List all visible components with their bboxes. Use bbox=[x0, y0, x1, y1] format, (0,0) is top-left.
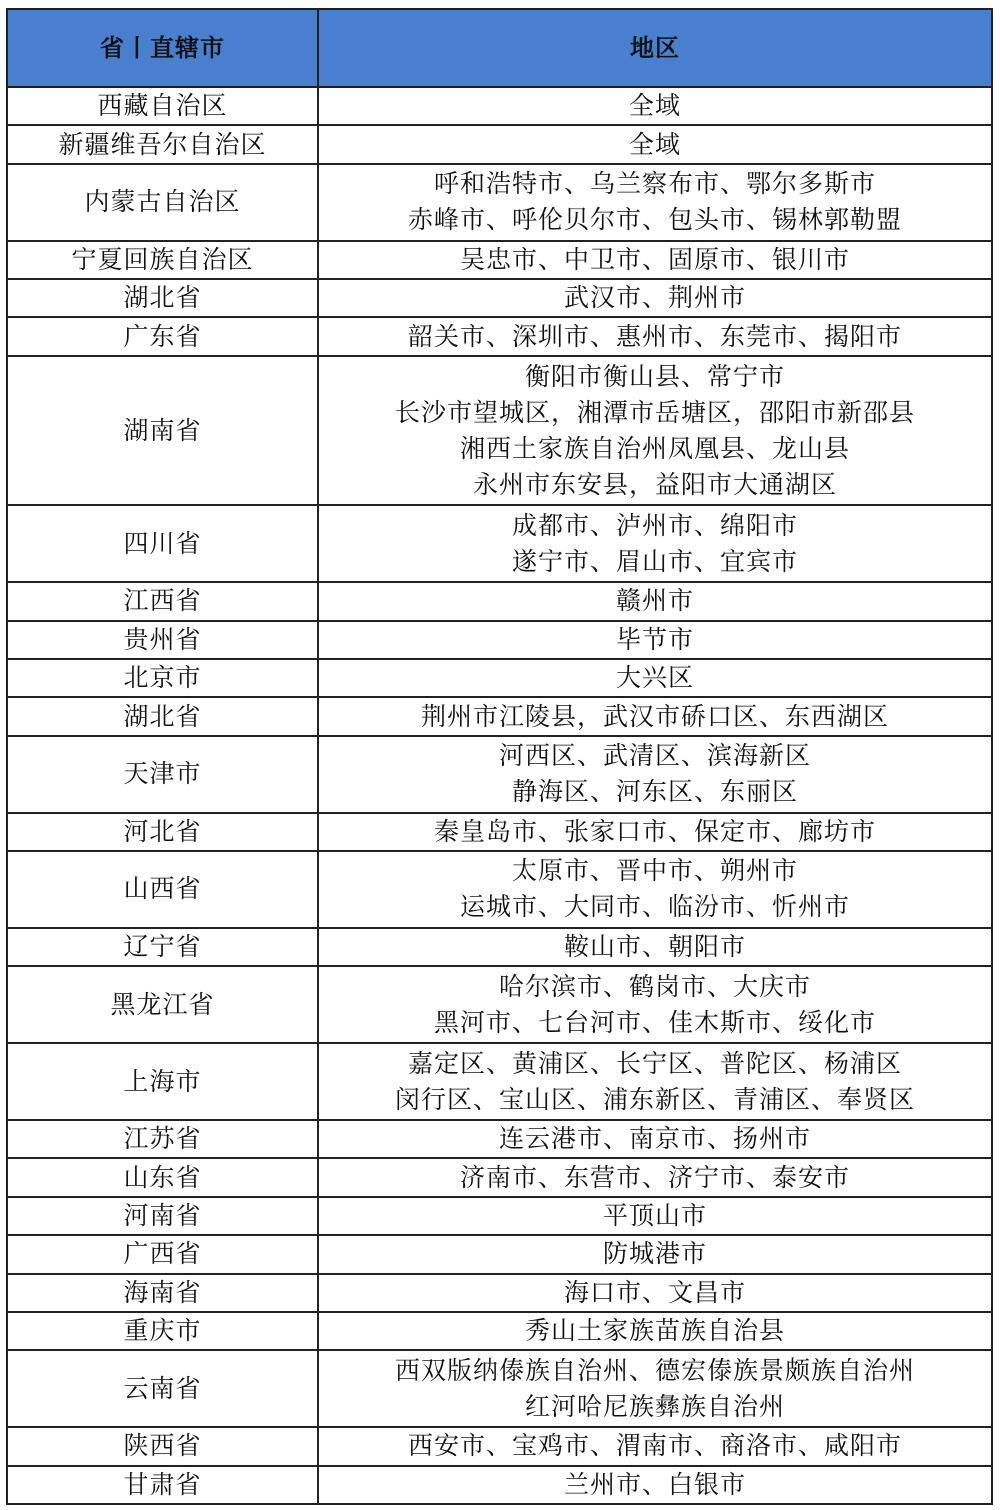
region-line: 呼和浩特市、乌兰察布市、鄂尔多斯市 bbox=[433, 169, 876, 199]
table-row bbox=[7, 1158, 992, 1196]
region-line: 赣州市 bbox=[615, 586, 694, 616]
table-row bbox=[7, 1274, 992, 1312]
region-line: 永州市东安县，益阳市大通湖区 bbox=[472, 469, 837, 499]
region-line: 吴忠市、中卫市、固原市、银川市 bbox=[459, 244, 850, 274]
region-line: 西双版纳傣族自治州、德宏傣族景颇族自治州 bbox=[394, 1355, 915, 1385]
table-row bbox=[7, 659, 992, 697]
region-cell bbox=[318, 1158, 992, 1196]
region-cell bbox=[318, 356, 992, 506]
table-row bbox=[7, 621, 992, 659]
region-cell bbox=[318, 621, 992, 659]
region-line: 鞍山市、朝阳市 bbox=[563, 932, 746, 962]
table-row bbox=[7, 1197, 992, 1235]
region-line: 海口市、文昌市 bbox=[563, 1277, 746, 1307]
province-cell: 重庆市 bbox=[7, 1312, 318, 1350]
table-row bbox=[7, 317, 992, 355]
province-cell: 辽宁省 bbox=[7, 928, 318, 966]
region-line: 全域 bbox=[628, 129, 681, 159]
province-cell: 宁夏回族自治区 bbox=[7, 241, 318, 279]
region-cell bbox=[318, 851, 992, 928]
region-line: 衡阳市衡山县、常宁市 bbox=[524, 361, 785, 391]
region-line: 河西区、武清区、滨海新区 bbox=[498, 741, 811, 771]
header-province: 省丨直辖市 bbox=[7, 9, 318, 87]
table-row bbox=[7, 1427, 992, 1465]
region-line: 秀山土家族苗族自治县 bbox=[524, 1316, 785, 1346]
region-line: 平顶山市 bbox=[602, 1200, 707, 1230]
province-cell: 黑龙江省 bbox=[7, 966, 318, 1043]
region-cell bbox=[318, 966, 992, 1043]
region-cell bbox=[318, 164, 992, 241]
region-line: 毕节市 bbox=[615, 624, 694, 654]
table-row bbox=[7, 1350, 992, 1427]
table-row bbox=[7, 813, 992, 851]
table-row bbox=[7, 87, 992, 125]
region-cell bbox=[318, 505, 992, 582]
region-line: 太原市、晋中市、朔州市 bbox=[511, 856, 798, 886]
header-region: 地区 bbox=[318, 9, 992, 87]
region-line: 韶关市、深圳市、惠州市、东莞市、揭阳市 bbox=[407, 321, 902, 351]
province-cell: 贵州省 bbox=[7, 621, 318, 659]
province-cell: 甘肃省 bbox=[7, 1466, 318, 1504]
province-cell: 江苏省 bbox=[7, 1120, 318, 1158]
table-row bbox=[7, 241, 992, 279]
region-cell bbox=[318, 1427, 992, 1465]
table-row bbox=[7, 1312, 992, 1350]
province-cell: 广东省 bbox=[7, 317, 318, 355]
region-cell bbox=[318, 1197, 992, 1235]
region-cell bbox=[318, 1350, 992, 1427]
region-line: 红河哈尼族彝族自治州 bbox=[524, 1391, 785, 1421]
regions-table bbox=[6, 8, 993, 1505]
header-row bbox=[7, 9, 992, 87]
province-cell: 新疆维吾尔自治区 bbox=[7, 125, 318, 163]
region-cell bbox=[318, 1274, 992, 1312]
table-row bbox=[7, 1120, 992, 1158]
province-cell: 河北省 bbox=[7, 813, 318, 851]
region-line: 湘西土家族自治州凤凰县、龙山县 bbox=[459, 433, 850, 463]
table-row bbox=[7, 851, 992, 928]
region-cell bbox=[318, 1235, 992, 1273]
table-row bbox=[7, 1043, 992, 1120]
region-cell bbox=[318, 582, 992, 620]
region-line: 连云港市、南京市、扬州市 bbox=[498, 1124, 811, 1154]
region-cell bbox=[318, 279, 992, 317]
province-cell: 云南省 bbox=[7, 1350, 318, 1427]
province-cell: 湖北省 bbox=[7, 279, 318, 317]
province-cell: 陕西省 bbox=[7, 1427, 318, 1465]
region-line: 黑河市、七台河市、佳木斯市、绥化市 bbox=[433, 1007, 876, 1037]
table-row bbox=[7, 582, 992, 620]
region-cell bbox=[318, 317, 992, 355]
table-body bbox=[7, 87, 992, 1504]
region-line: 哈尔滨市、鹤岗市、大庆市 bbox=[498, 971, 811, 1001]
table-row bbox=[7, 505, 992, 582]
region-cell bbox=[318, 241, 992, 279]
region-line: 济南市、东营市、济宁市、泰安市 bbox=[459, 1162, 850, 1192]
province-cell: 四川省 bbox=[7, 505, 318, 582]
table-row bbox=[7, 356, 992, 506]
region-line: 遂宁市、眉山市、宜宾市 bbox=[511, 546, 798, 576]
table-row bbox=[7, 1235, 992, 1273]
province-cell: 湖北省 bbox=[7, 697, 318, 735]
region-line: 防城港市 bbox=[602, 1239, 707, 1269]
region-line: 大兴区 bbox=[615, 663, 694, 693]
province-cell: 江西省 bbox=[7, 582, 318, 620]
region-cell bbox=[318, 928, 992, 966]
region-line: 荆州市江陵县，武汉市硚口区、东西湖区 bbox=[420, 701, 889, 731]
province-cell: 天津市 bbox=[7, 736, 318, 813]
table-row bbox=[7, 164, 992, 241]
region-line: 武汉市、荆州市 bbox=[563, 283, 746, 313]
province-cell: 北京市 bbox=[7, 659, 318, 697]
table-header bbox=[7, 9, 992, 87]
province-cell: 广西省 bbox=[7, 1235, 318, 1273]
region-cell bbox=[318, 736, 992, 813]
province-cell: 河南省 bbox=[7, 1197, 318, 1235]
region-line: 闵行区、宝山区、浦东新区、青浦区、奉贤区 bbox=[394, 1084, 915, 1114]
province-cell: 山东省 bbox=[7, 1158, 318, 1196]
region-cell bbox=[318, 1043, 992, 1120]
region-line: 运城市、大同市、临汾市、忻州市 bbox=[459, 892, 850, 922]
region-cell bbox=[318, 697, 992, 735]
region-line: 兰州市、白银市 bbox=[563, 1469, 746, 1499]
region-line: 长沙市望城区，湘潭市岳塘区，邵阳市新邵县 bbox=[394, 397, 915, 427]
region-cell bbox=[318, 87, 992, 125]
region-line: 全域 bbox=[628, 91, 681, 121]
region-cell bbox=[318, 1466, 992, 1504]
table-row bbox=[7, 279, 992, 317]
region-line: 静海区、河东区、东丽区 bbox=[511, 777, 798, 807]
province-cell: 湖南省 bbox=[7, 356, 318, 506]
province-cell: 山西省 bbox=[7, 851, 318, 928]
province-cell: 西藏自治区 bbox=[7, 87, 318, 125]
region-cell bbox=[318, 659, 992, 697]
region-cell bbox=[318, 125, 992, 163]
province-cell: 上海市 bbox=[7, 1043, 318, 1120]
region-cell bbox=[318, 1120, 992, 1158]
table-row bbox=[7, 966, 992, 1043]
region-line: 秦皇岛市、张家口市、保定市、廊坊市 bbox=[433, 816, 876, 846]
region-line: 成都市、泸州市、绵阳市 bbox=[511, 510, 798, 540]
province-cell: 海南省 bbox=[7, 1274, 318, 1312]
table-row bbox=[7, 928, 992, 966]
region-line: 赤峰市、呼伦贝尔市、包头市、锡林郭勒盟 bbox=[407, 205, 902, 235]
region-line: 嘉定区、黄浦区、长宁区、普陀区、杨浦区 bbox=[407, 1048, 902, 1078]
table-row bbox=[7, 125, 992, 163]
table-row bbox=[7, 1466, 992, 1504]
table-row bbox=[7, 697, 992, 735]
table-row bbox=[7, 736, 992, 813]
region-line: 西安市、宝鸡市、渭南市、商洛市、咸阳市 bbox=[407, 1431, 902, 1461]
region-cell bbox=[318, 813, 992, 851]
region-cell bbox=[318, 1312, 992, 1350]
province-cell: 内蒙古自治区 bbox=[7, 164, 318, 241]
